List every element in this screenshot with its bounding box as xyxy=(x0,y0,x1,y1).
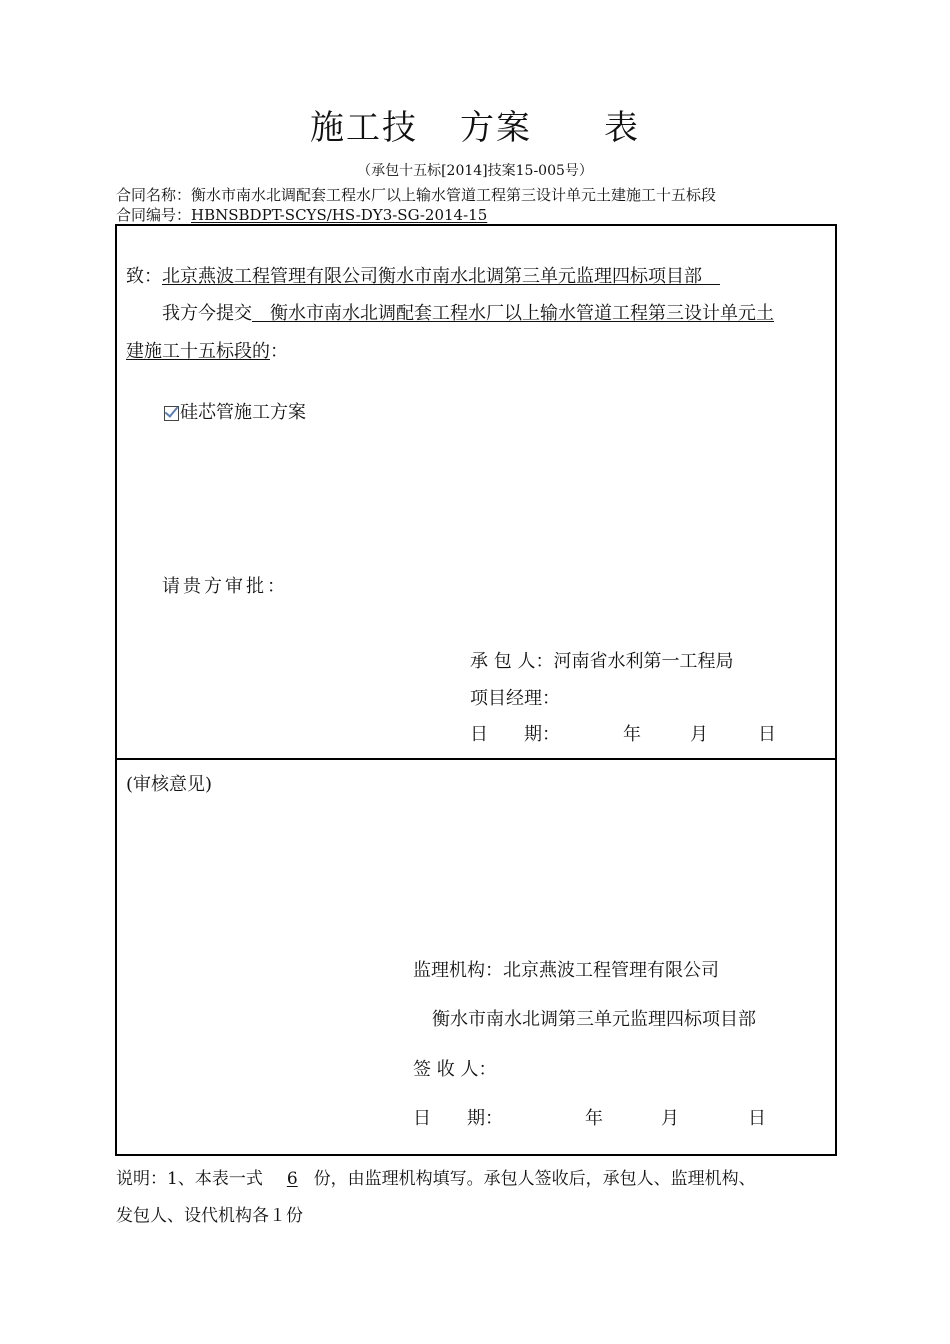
to-line xyxy=(126,262,720,288)
contract-no-row xyxy=(116,204,487,225)
checkbox-checked-icon[interactable] xyxy=(164,406,179,421)
note-line-1 xyxy=(116,1164,756,1189)
submit-value-2: 建施工十五标段的 xyxy=(126,341,270,362)
title-part-2: 方案 xyxy=(460,108,532,148)
document-title xyxy=(0,100,950,149)
submit-suffix: ： xyxy=(270,341,288,362)
submit-value-1: 衡水市南水北调配套工程水厂以上输水管道工程第三设计单元土 xyxy=(270,303,774,324)
pm-label: 项目经理： xyxy=(470,688,560,709)
receiver-label: 签 收 人： xyxy=(413,1059,497,1080)
date-label-1: 日 期： xyxy=(470,724,560,745)
note-line-2: 发包人、设代机构各１份 xyxy=(116,1206,303,1226)
contractor-value: 河南省水利第一工程局 xyxy=(553,651,734,672)
plan-item-row xyxy=(164,398,306,424)
request-approval: 请贵方审批： xyxy=(162,576,288,597)
title-part-3: 表 xyxy=(604,108,640,148)
submit-line-1 xyxy=(162,299,774,325)
month-label-1: 月 xyxy=(690,724,708,745)
org-value-1: 北京燕波工程管理有限公司 xyxy=(503,960,719,981)
contractor-row xyxy=(470,647,733,673)
contract-name-label: 合同名称： xyxy=(116,186,192,204)
note-prefix: 说明：1、本表一式 xyxy=(116,1169,263,1189)
date-label-2: 日 期： xyxy=(413,1108,503,1129)
plan-item-label: 硅芯管施工方案 xyxy=(180,402,306,423)
org-value-2: 衡水市南水北调第三单元监理四标项目部 xyxy=(432,1009,756,1030)
opinion-label: (审核意见) xyxy=(126,774,213,795)
contract-name-value: 衡水市南水北调配套工程水厂以上输水管道工程第三设计单元土建施工十五标段 xyxy=(191,186,717,204)
to-value: 北京燕波工程管理有限公司衡水市南水北调第三单元监理四标项目部 xyxy=(162,266,702,287)
year-label-2: 年 xyxy=(585,1108,603,1129)
contract-no-label: 合同编号： xyxy=(116,206,192,224)
note-suffix: 份，由监理机构填写。承包人签收后，承包人、监理机构、 xyxy=(313,1169,756,1189)
contractor-label: 承 包 人： xyxy=(470,651,554,672)
title-part-1: 施工技 xyxy=(310,108,418,148)
org-label: 监理机构： xyxy=(413,960,503,981)
submit-line-2 xyxy=(126,337,288,363)
document-code: （承包十五标[2014]技案15-005号） xyxy=(357,163,593,179)
contract-no-value: HBNSBDPT-SCYS/HS-DY3-SG-2014-15 xyxy=(191,206,488,224)
year-label-1: 年 xyxy=(623,724,641,745)
contract-name-row xyxy=(116,184,716,205)
day-label-2: 日 xyxy=(748,1108,766,1129)
to-label: 致： xyxy=(126,266,162,287)
month-label-2: 月 xyxy=(661,1108,679,1129)
day-label-1: 日 xyxy=(758,724,776,745)
copies-count: 6 xyxy=(286,1169,298,1189)
submit-prefix: 我方今提交 xyxy=(162,303,252,324)
org-row xyxy=(413,956,719,982)
